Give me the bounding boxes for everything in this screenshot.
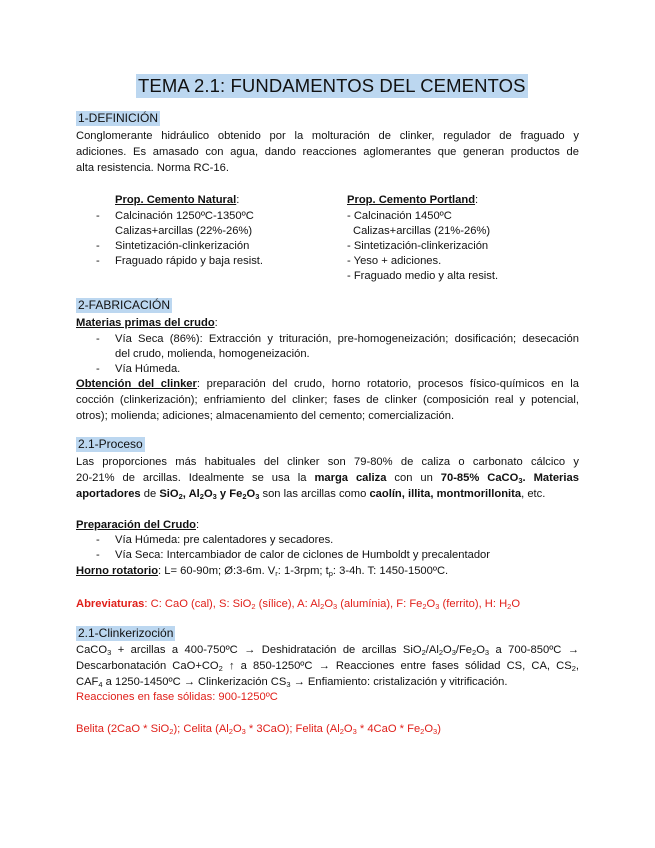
via-seca-line-1: Vía Seca (86%): Extracción y trituración, pre-homogeneización; dosificación; desecación [115,333,579,345]
list-bullet: - [96,210,100,222]
list-bullet: - [96,240,100,252]
portland-item: - Calcinación 1450ºC [347,210,452,222]
portland-item: Calizas+arcillas (21%-26%) [353,225,491,237]
materias-primas-heading: Materias primas del crudo: [76,317,218,329]
natural-item: Calizas+arcillas (22%-26%) [115,225,253,237]
obtencion-line-1: Obtención del clinker: preparación del crudo, horno rotatorio, procesos físico-químicos en la [76,378,580,390]
clinker-line-3: $CAF_4$ a 1250-1450ºC → Clinkerización $CS_3$ → Enfiamiento: cristalización y vitrificación. [76,676,508,689]
abreviaturas-line: Abreviaturas: C: CaO (cal), S: SiO$_2$ (sílice), A: $Al_2O_3$ (alumínia), F: $Fe_2O_3$ (ferrito), H: $H_2O$ [76,598,521,611]
horno-rotatorio-line: Horno rotatorio: L= 60-90m; Ø:3-6m. $V_r$: 1-3rpm; $t_p$: 3-4h. T: 1450-1500ºC. [76,565,449,578]
page-title: TEMA 2.1: FUNDAMENTOS DEL CEMENTOS [138,75,526,96]
preparacion-heading: Preparación del Crudo: [76,519,200,531]
definition-line-1: Conglomerante hidráulico obtenido por la molturación de clinker, regulador de fraguado y [76,130,579,142]
clinker-line-1: CaCO$_3$ + arcillas a 400-750ºC → Deshidratación de arcillas $SiO_2/Al_2O_3/Fe_2O_3$ a 700-850ºC → [76,644,579,657]
clinker-line-2: Descarbonatación $CaO+CO_2$ ↑ a 850-1250ºC → Reacciones entre fases sólidad CS, CA, $CS_2$, [76,660,579,673]
list-bullet: - [96,363,100,375]
natural-item: Calcinación 1250ºC-1350ºC [115,210,254,222]
proceso-line-2: 20-21% de arcillas. Idealmente se usa la marga caliza con un 70-85% CaCO$_3$. Materias [76,472,579,485]
natural-item: Fraguado rápido y baja resist. [115,255,264,267]
list-bullet: - [96,534,100,546]
via-humeda: Vía Húmeda. [115,363,181,375]
list-bullet: - [96,333,100,345]
portland-item: - Fraguado medio y alta resist. [347,270,499,282]
portland-heading: Prop. Cemento Portland: [347,194,479,206]
list-bullet: - [96,549,100,561]
proceso-line-3: aportadores de SiO$_2$, $Al_2O_3$ y $Fe_2O_3$ son las arcillas como caolín, illita, montmorillonita, etc. [76,488,546,501]
obtencion-line-2: cocción (clinkerización); enfriamiento del clinker; fases de clinker (composición real y potencial, [76,394,579,406]
list-bullet: - [96,255,100,267]
proceso-line-1: Las proporciones más habituales del clinker son 79-80% de caliza o carbonato cálcico y [76,456,579,468]
definition-line-2: adiciones. Es amasado con agua, dando reacciones aglomerantes que generan productos de [76,146,579,158]
definition-line-3: alta resistencia. Norma RC-16. [76,162,229,174]
portland-item: - Sintetización-clinkerización [347,240,489,252]
obtencion-line-3: otros); molienda; adiciones; almacenamiento del cemento; comercialización. [76,410,455,422]
section-heading-proceso: 2.1-Proceso [78,437,143,451]
section-heading-definicion: 1-DEFINICIÓN [78,111,159,125]
natural-item: Sintetización-clinkerización [115,240,250,252]
natural-heading: Prop. Cemento Natural: [115,194,240,206]
clinker-reacciones-line: Reacciones en fase sólidas: 900-1250ºC [76,691,278,703]
section-heading-clinkerizacion: 2.1-Clinkerizoción [78,626,174,640]
fases-clinker-line: Belita (2CaO * SiO$_2$); Celita $(Al_2O_3 * 3CaO)$; Felita $(Al_2O_3 * 4CaO * Fe_2O_3)$ [76,723,441,736]
preparacion-item: Vía Húmeda: pre calentadores y secadores. [115,534,334,546]
section-heading-fabricacion: 2-FABRICACIÓN [78,298,171,312]
preparacion-item: Vía Seca: Intercambiador de calor de ciclones de Humboldt y precalentador [115,549,490,561]
via-seca-line-2: del crudo, molienda, homogeneización. [115,348,310,360]
portland-item: - Yeso + adiciones. [347,255,442,267]
